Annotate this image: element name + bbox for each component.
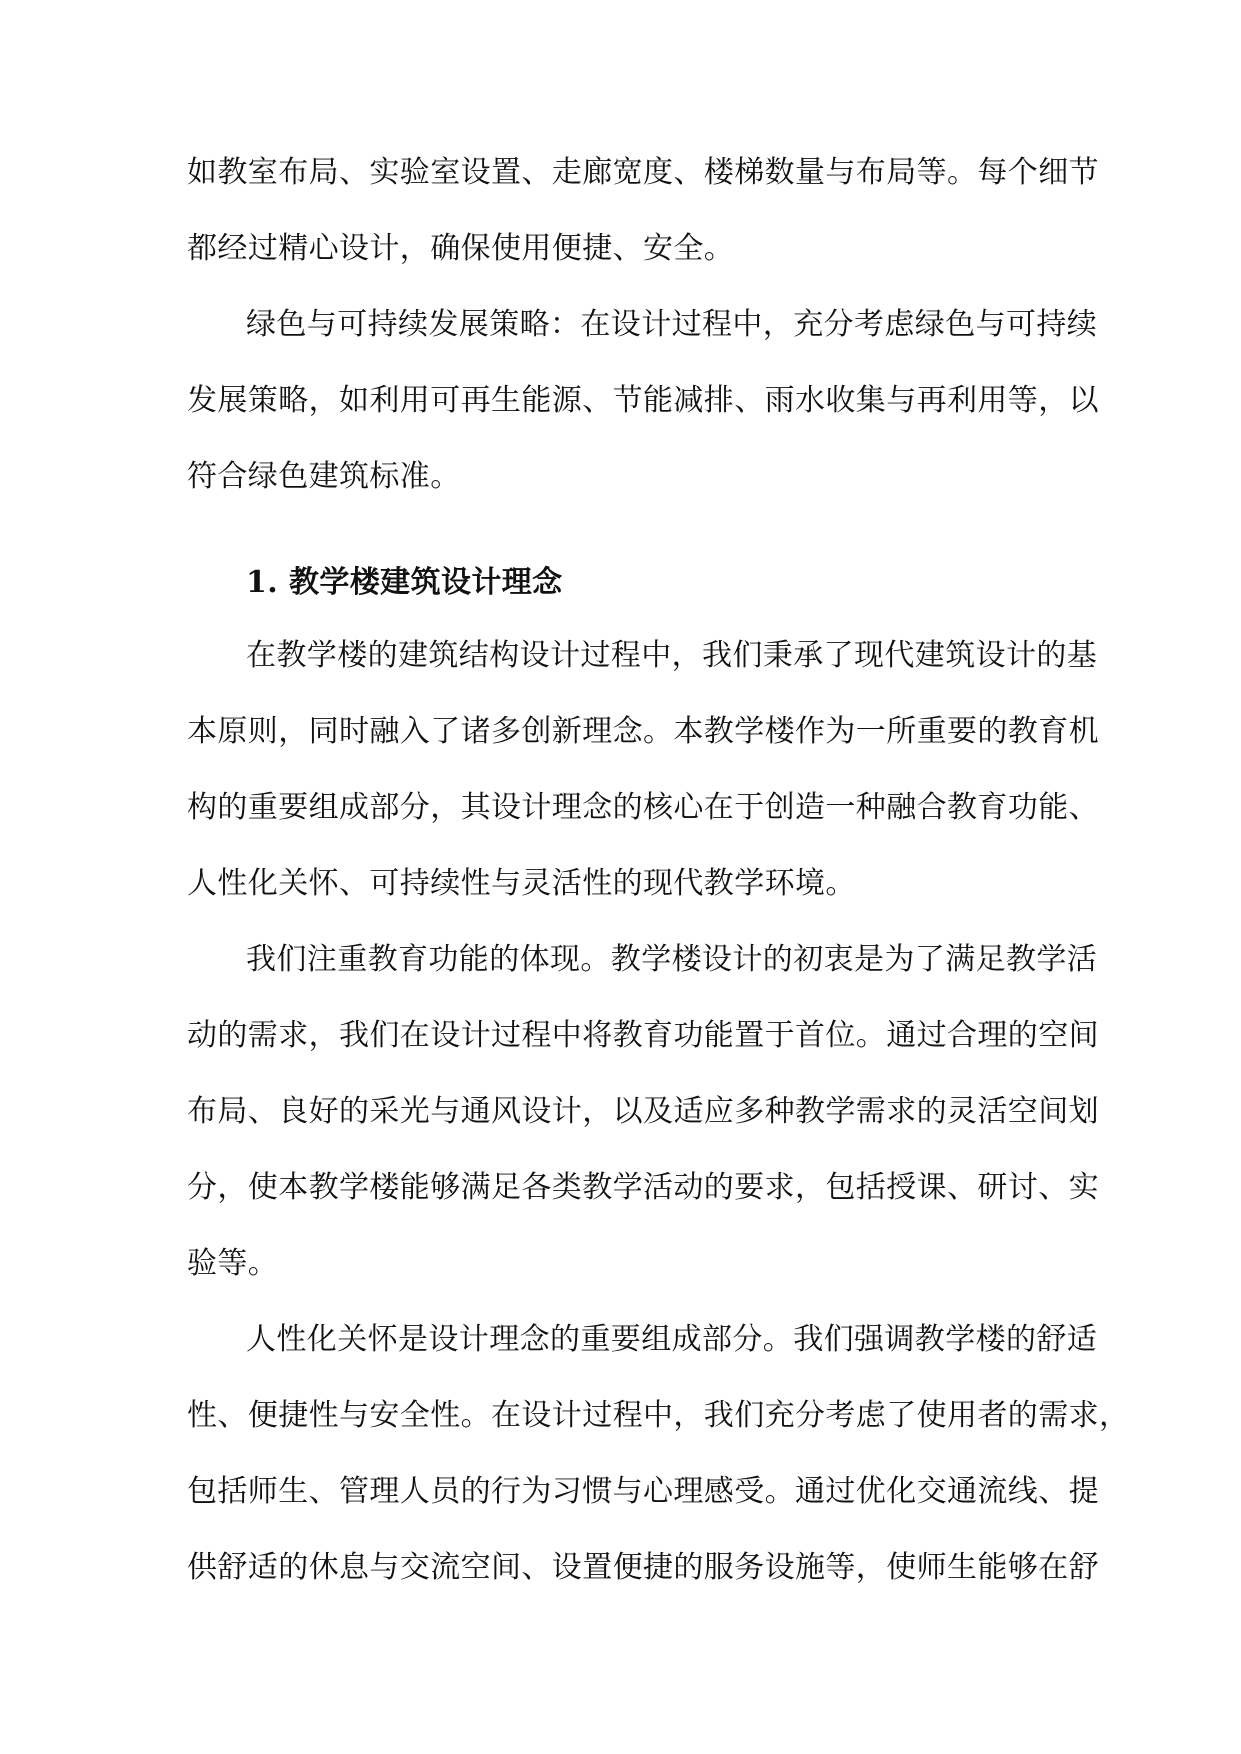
body-text-line: 本原则，同时融入了诸多创新理念。本教学楼作为一所重要的教育机 bbox=[187, 714, 1099, 749]
body-text-line: 动的需求，我们在设计过程中将教育功能置于首位。通过合理的空间 bbox=[187, 1018, 1099, 1053]
body-text-line: 都经过精心设计，确保使用便捷、安全。 bbox=[187, 231, 735, 266]
body-text-line: 发展策略，如利用可再生能源、节能减排、雨水收集与再利用等，以 bbox=[187, 383, 1099, 418]
paragraph-first-line: 我们注重教育功能的体现。教学楼设计的初衷是为了满足教学活 bbox=[246, 942, 1098, 977]
body-text-line: 布局、良好的采光与通风设计，以及适应多种教学需求的灵活空间划 bbox=[187, 1094, 1099, 1129]
body-text-line: 符合绿色建筑标准。 bbox=[187, 459, 461, 494]
body-text-line: 分，使本教学楼能够满足各类教学活动的要求，包括授课、研讨、实 bbox=[187, 1170, 1099, 1205]
body-text-line: 如教室布局、实验室设置、走廊宽度、楼梯数量与布局等。每个细节 bbox=[187, 155, 1099, 190]
body-text-line: 包括师生、管理人员的行为习惯与心理感受。通过优化交通流线、提 bbox=[187, 1474, 1099, 1509]
section-heading: 1. 教学楼建筑设计理念 bbox=[246, 565, 563, 600]
paragraph-first-line: 绿色与可持续发展策略：在设计过程中，充分考虑绿色与可持续 bbox=[246, 307, 1098, 342]
body-text-line: 构的重要组成部分，其设计理念的核心在于创造一种融合教育功能、 bbox=[187, 790, 1099, 825]
body-text-line: 验等。 bbox=[187, 1246, 279, 1281]
body-text-line: 性、便捷性与安全性。在设计过程中，我们充分考虑了使用者的需求， bbox=[187, 1398, 1130, 1433]
paragraph-first-line: 在教学楼的建筑结构设计过程中，我们秉承了现代建筑设计的基 bbox=[246, 638, 1098, 673]
body-text-line: 供舒适的休息与交流空间、设置便捷的服务设施等，使师生能够在舒 bbox=[187, 1550, 1099, 1585]
body-text-line: 人性化关怀、可持续性与灵活性的现代教学环境。 bbox=[187, 866, 856, 901]
paragraph-first-line: 人性化关怀是设计理念的重要组成部分。我们强调教学楼的舒适 bbox=[246, 1322, 1098, 1357]
